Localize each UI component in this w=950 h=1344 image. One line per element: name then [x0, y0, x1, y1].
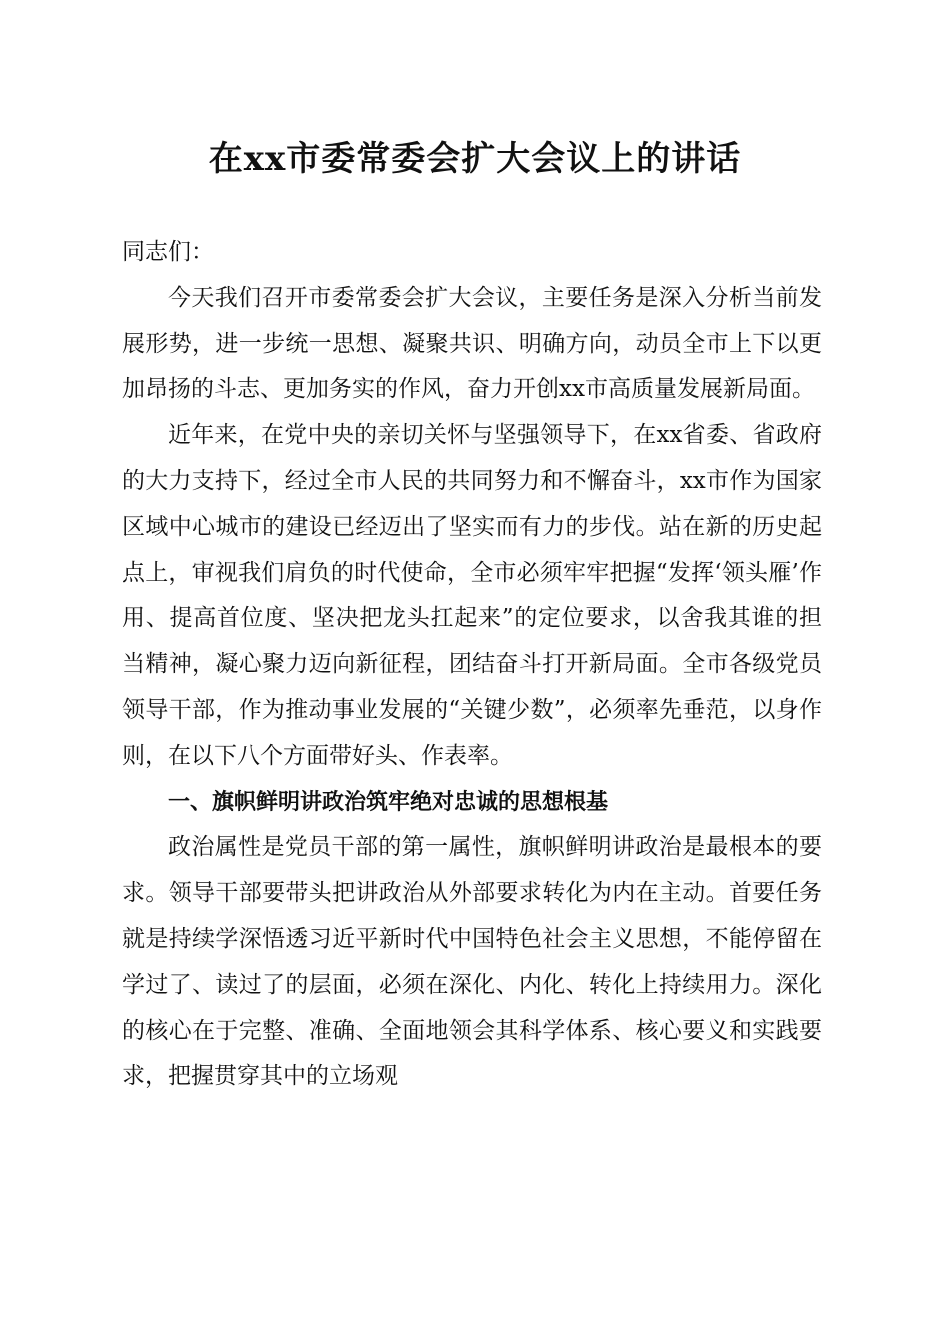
- document-body: [122, 230, 822, 1100]
- document-title: 在xx市委常委会扩大会议上的讲话: [208, 139, 742, 179]
- section-paragraph: 政治属性是党员干部的第一属性，旗帜鲜明讲政治是最根本的要求。领导干部要带头把讲政治从外部要求转化为内在主动。首要任务就是持续学深悟透习近平新时代中国特色社会主义思想，不能停留在学过了、读过了的层面，必须在深化、内化、转化上持续用力。深化的核心在于完整、准确、全面地领会其科学体系、核心要义和实践要求，把握贯穿其中的立场观: [122, 834, 822, 1090]
- paragraph-opening: 今天我们召开市委常委会扩大会议，主要任务是深入分析当前发展形势，进一步统一思想、凝聚共识、明确方向，动员全市上下以更加昂扬的斗志、更加务实的作风，奋力开创xx市高质量发展新局面。: [122, 284, 822, 403]
- section-heading: 一、旗帜鲜明讲政治筑牢绝对忠诚的思想根基: [168, 789, 609, 815]
- paragraph-background: 近年来，在党中央的亲切关怀与坚强领导下，在xx省委、省政府的大力支持下，经过全市人民的共同努力和不懈奋斗，xx市作为国家区域中心城市的建设已经迈出了坚实而有力的步伐。站在新的历史起点上，审视我们肩负的时代使命，全市必须牢牢把握“发挥‘领头雁’作用、提高首位度、坚决把龙头扛起来”的定位要求，以舍我其谁的担当精神，凝心聚力迈向新征程，团结奋斗打开新局面。全市各级党员领导干部，作为推动事业发展的“关键少数”，必须率先垂范，以身作则，在以下八个方面带好头、作表率。: [122, 422, 822, 769]
- salutation: 同志们：: [122, 239, 214, 265]
